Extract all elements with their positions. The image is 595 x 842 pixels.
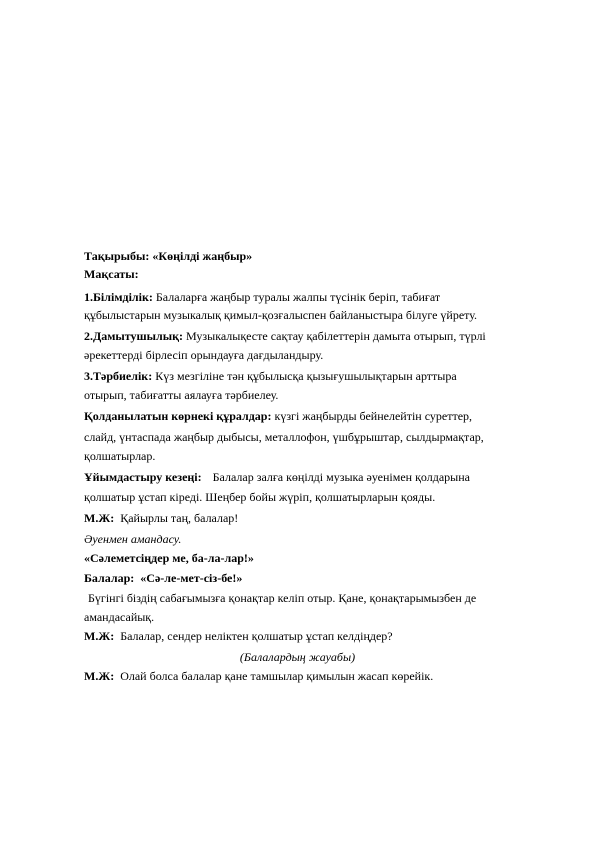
speaker-label: М.Ж: [84,669,115,683]
aims-heading: Мақсаты: [84,267,139,281]
org-line2: қолшатыр ұстап кіреді. Шеңбер бойы жүріп, қолшатырларын қояды. [84,490,436,504]
teacher-line-1 [84,511,238,525]
aim3-text: Күз мезгіліне тән құбылысқа қызығушылықтарын арттыра [155,369,457,383]
visuals-line2: слайд, үнтаспада жаңбыр дыбысы, металлофон, үшбұрыштар, сылдырмақтар, [84,430,484,444]
speech-text: Қайырлы таң, балалар! [120,511,239,525]
aim3-label: 3.Тәрбиелік: [84,369,153,383]
org-text: Балалар залға көңілді музыка әуенімен қолдарына [212,470,470,484]
kids-answer: (Балалардың жауабы) [239,650,356,664]
aim1-line2: құбылыстарын музыкалық қимыл-қозғалыспен байланыстыра білуге үйрету. [84,308,478,322]
org-line1 [84,470,470,484]
org-label: Ұйымдастыру кезеңі: [84,470,202,484]
aim2-line2: әрекеттерді бірлесіп орындауға дағдыландыру. [84,348,324,362]
topic-text: «Көңілді жаңбыр» [152,249,253,263]
visuals-text: күзгі жаңбырды бейнелейтін суреттер, [274,409,473,423]
aim2-text: Музыкалықесте сақтау қабілеттерін дамыта отырып, түрлі [186,329,486,343]
aim3-line2: отырып, табиғатты аялауға тәрбиелеу. [84,388,279,402]
visuals-label: Қолданылатын көрнекі құралдар: [84,409,272,423]
aim2-line1 [84,329,486,343]
speaker-label: М.Ж: [84,629,115,643]
aim2-label: 2.Дамытушылық: [84,329,184,343]
song-greeting: Әуенмен амандасу. [84,532,182,546]
aim1-line1 [84,290,440,304]
aim1-label: 1.Білімділік: [84,290,153,304]
speaker-label: М.Ж: [84,511,115,525]
topic-line [84,249,252,263]
speech-text: Балалар, сендер неліктен қолшатыр ұстап келдіңдер? [120,629,393,643]
greeting-song-line: «Сәлеметсіңдер ме, ба-ла-лар!» [84,551,254,565]
kids-line-1 [84,571,242,585]
para-line1: Бүгінгі біздің сабағымызға қонақтар келіп отыр. Қане, қонақтарымызбен де [88,591,477,605]
aim3-line1 [84,369,457,383]
visuals-line1 [84,409,472,423]
para-line2: амандасайық. [84,610,155,624]
teacher-line-3 [84,669,433,683]
visuals-line3: қолшатырлар. [84,449,156,463]
speech-text: Олай болса балалар қане тамшылар қимылын жасап көрейік. [120,669,434,683]
speech-text: «Сә-ле-мет-сіз-бе!» [140,571,243,585]
teacher-line-2 [84,629,393,643]
aim1-text: Балаларға жаңбыр туралы жалпы түсінік беріп, табиғат [155,290,441,304]
topic-label: Тақырыбы: [84,249,150,263]
speaker-label: Балалар: [84,571,135,585]
